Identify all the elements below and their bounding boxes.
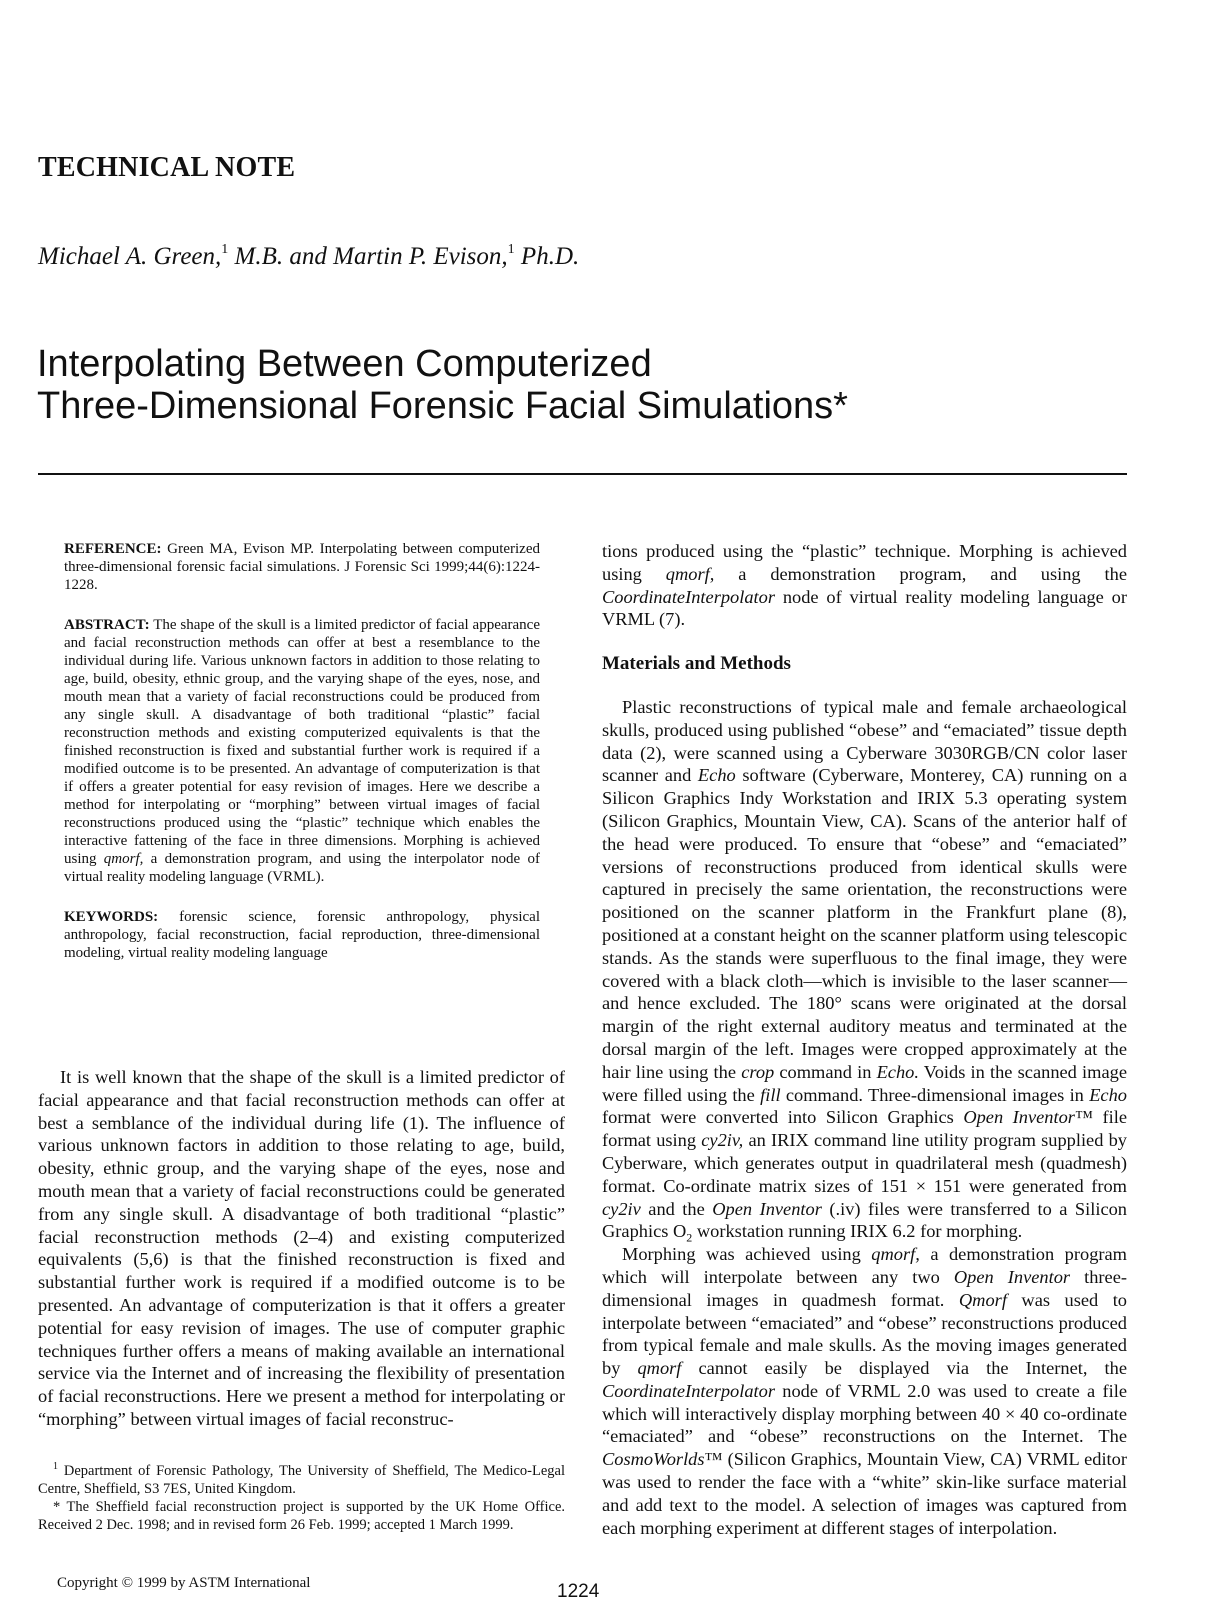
body-text: Voids in the scanned image were filled using the — [602, 1061, 1127, 1105]
author-degree: Ph.D. — [514, 243, 580, 270]
body-emphasis: fill — [760, 1084, 781, 1105]
footnotes — [38, 1462, 565, 1534]
body-text: and the — [640, 1198, 713, 1219]
body-text: node of virtual reality modeling language or VRML (7). — [602, 586, 1127, 630]
body-emphasis: cy2iv, — [701, 1130, 744, 1151]
copyright-notice: Copyright © 1999 by ASTM International — [57, 1575, 311, 1591]
body-emphasis: crop — [741, 1061, 775, 1082]
body-text: (.iv) files were transferred to a Silicon Graphics O — [602, 1198, 1128, 1242]
body-emphasis: qmorf, — [665, 563, 715, 584]
section-heading-materials-methods: Materials and Methods — [602, 653, 791, 675]
author-name: Michael A. Green, — [38, 243, 222, 270]
body-emphasis: Echo. — [876, 1061, 919, 1082]
abstract-text: a demonstration program, and using the interpolator node of virtual reality modeling language (VRML). — [64, 851, 540, 885]
subscript: 2 — [686, 1230, 693, 1245]
body-text: a demonstration program, and using the — [714, 563, 1127, 584]
right-column — [602, 540, 1127, 1539]
body-text: command. Three-dimensional images in — [780, 1084, 1090, 1105]
body-emphasis: Echo — [697, 765, 736, 786]
body-text: ™ file format using — [602, 1107, 1127, 1151]
body-emphasis: Open Inventor — [963, 1107, 1075, 1128]
abstract-label: ABSTRACT: — [64, 617, 150, 633]
body-text: ™ (Silicon Graphics, Mountain View, CA) VRML editor was used to render the face with a “white” skin-like surface material and add text to the model. A selection of images was captured from each morphing experiment at different stages of interpolation. — [602, 1449, 1127, 1538]
paper-title — [37, 343, 848, 427]
methods-paragraph-1 — [602, 696, 1127, 1243]
page-number: 1224 — [557, 1581, 600, 1602]
body-text: was used to interpolate between “emaciated” and “obese” reconstructions produced from typical female and male skulls. As the moving images generated by — [602, 1289, 1128, 1379]
reference-paragraph — [64, 540, 540, 594]
keywords-label: KEYWORDS: — [64, 909, 159, 925]
body-text: node of VRML 2.0 was used to create a file which will interactively display morphing between 40 × 40 co-ordinate “emaciated” and “obese” reconstructions on the Internet. The — [602, 1380, 1127, 1447]
title-line: Three-Dimensional Forensic Facial Simulations* — [37, 385, 848, 428]
footnote-marker: 1 — [53, 1461, 58, 1473]
affiliation-marker: 1 — [221, 242, 229, 257]
body-text: three-dimensional images in quadmesh format. — [602, 1266, 1128, 1310]
body-text: format were converted into Silicon Graphics — [602, 1107, 964, 1128]
abstract-block — [64, 540, 540, 984]
keywords-paragraph — [64, 908, 540, 962]
body-emphasis: cy2iv — [602, 1198, 641, 1219]
body-emphasis: Open Inventor — [712, 1198, 822, 1219]
body-emphasis: Open Inventor — [953, 1266, 1071, 1287]
author-line — [38, 243, 579, 271]
body-emphasis: CoordinateInterpolator — [602, 586, 776, 607]
author-degree: M.B. and Martin P. Evison, — [228, 243, 508, 270]
body-text: cannot easily be displayed via the Internet, the — [681, 1358, 1127, 1379]
abstract-emphasis: qmorf, — [103, 851, 144, 867]
body-text: Plastic reconstructions of typical male and female archaeological skulls, produced using published “obese” and “emaciated” tissue depth data (2), were scanned using a Cyberware 3030RGB/CN color laser scanner and — [602, 696, 1127, 786]
body-text: an IRIX command line utility program supplied by Cyberware, which generates output in quadrilateral mesh (quadmesh) format. Co-ordinate matrix sizes of 151 × 151 were generated from — [602, 1130, 1127, 1196]
intro-paragraph: It is well known that the shape of the skull is a limited predictor of facial appearance and that facial reconstruction methods can offer at best a semblance of the individual during life (1). The influence of various unknown factors in addition to those relating to age, build, obesity, ethnic group, and the varying shape of the eyes, nose and mouth mean that a variety of facial reconstructions could be generated from any single skull. A disadvantage of both traditional “plastic” facial reconstruction methods (2–4) and existing computerized equivalents (5,6) is that the finished reconstruction is fixed and substantial further work is required if a modified outcome is to be presented. An advantage of computerization is that it offers a greater potential for easy revision of images. The use of computer graphic techniques further offers a means of making available an international service via the Internet and of increasing the flexibility of presentation of facial reconstructions. Here we present a method for interpolating or “morphing” between virtual images of facial reconstruc- — [38, 1067, 565, 1429]
reference-text: Green MA, Evison MP. Interpolating between computerized three-dimensional forensic facial simulations. J Forensic Sci 1999;44(6):1224-1228. — [64, 541, 540, 593]
footnote-affiliation — [38, 1462, 565, 1498]
body-emphasis: Echo — [1089, 1084, 1127, 1105]
body-text: command in — [774, 1061, 877, 1082]
abstract-text: The shape of the skull is a limited predictor of facial appearance and facial reconstruction methods can offer at best a resemblance to the individual during life. Various unknown factors in addition to those relating to age, build, obesity, ethnic group, and the varying shape of the eyes, nose, and mouth mean that a variety of facial reconstructions could be produced from any single skull. A disadvantage of both traditional “plastic” facial reconstruction methods and existing computerized equivalents is that the finished reconstruction is fixed and substantial further work is required if a modified outcome is to be presented. An advantage of computerization is that if offers a greater potential for easy revision of images. Here we describe a method for interpolating or “morphing” between virtual images of facial reconstructions produced using the “plastic” technique which enables the interactive fattening of the face in three dimensions. Morphing is achieved using — [64, 617, 540, 867]
keywords-text: forensic science, forensic anthropology, physical anthropology, facial reconstruction, facial reproduction, three-dimensional modeling, virtual reality modeling language — [64, 909, 540, 961]
continued-paragraph — [602, 540, 1127, 631]
body-emphasis: qmorf — [637, 1358, 682, 1379]
title-divider — [38, 473, 1127, 475]
section-label: TECHNICAL NOTE — [38, 152, 296, 183]
body-text: Morphing was achieved using — [622, 1244, 872, 1265]
body-text: a demonstration program which will interpolate between any two — [602, 1244, 1127, 1287]
footnote-funding: * The Sheffield facial reconstruction project is supported by the UK Home Office. Received 2 Dec. 1998; and in revised form 26 Feb. 1999; accepted 1 March 1999. — [38, 1499, 565, 1533]
reference-label: REFERENCE: — [64, 541, 162, 557]
body-emphasis: Qmorf — [958, 1289, 1007, 1310]
affiliation-marker: 1 — [507, 242, 515, 257]
body-text: workstation running IRIX 6.2 for morphing. — [692, 1221, 1023, 1242]
title-line: Interpolating Between Computerized — [37, 343, 652, 386]
body-text: tions produced using the “plastic” technique. Morphing is achieved using — [602, 541, 1127, 584]
body-emphasis: CoordinateInterpolator — [602, 1380, 776, 1401]
footnote-text: Department of Forensic Pathology, The University of Sheffield, The Medico-Legal Centre, Sheffield, S3 7ES, United Kingdom. — [38, 1463, 565, 1497]
body-emphasis: CosmoWorlds — [602, 1449, 705, 1470]
body-emphasis: qmorf, — [871, 1244, 920, 1265]
abstract-paragraph — [64, 616, 540, 886]
methods-paragraph-2 — [602, 1243, 1127, 1539]
body-text: software (Cyberware, Monterey, CA) running on a Silicon Graphics Indy Workstation and IRIX 5.3 operating system (Silicon Graphics, Mountain View, CA). Scans of the anterior half of the head were produced. To ensure that “obese” and “emaciated” versions of reconstructions produced from identical skulls were captured in precisely the same orientation, the reconstructions were positioned on the scanner platform in the Frankfurt plane (8), positioned at a constant height on the scanner platform using telescopic stands. As the stands were superfluous to the final image, they were covered with a black cloth—which is invisible to the laser scanner—and hence excluded. The 180° scans were originated at the dorsal margin of the right external auditory meatus and terminated at the dorsal margin of the left. Images were cropped approximately at the hair line using the — [602, 765, 1128, 1082]
